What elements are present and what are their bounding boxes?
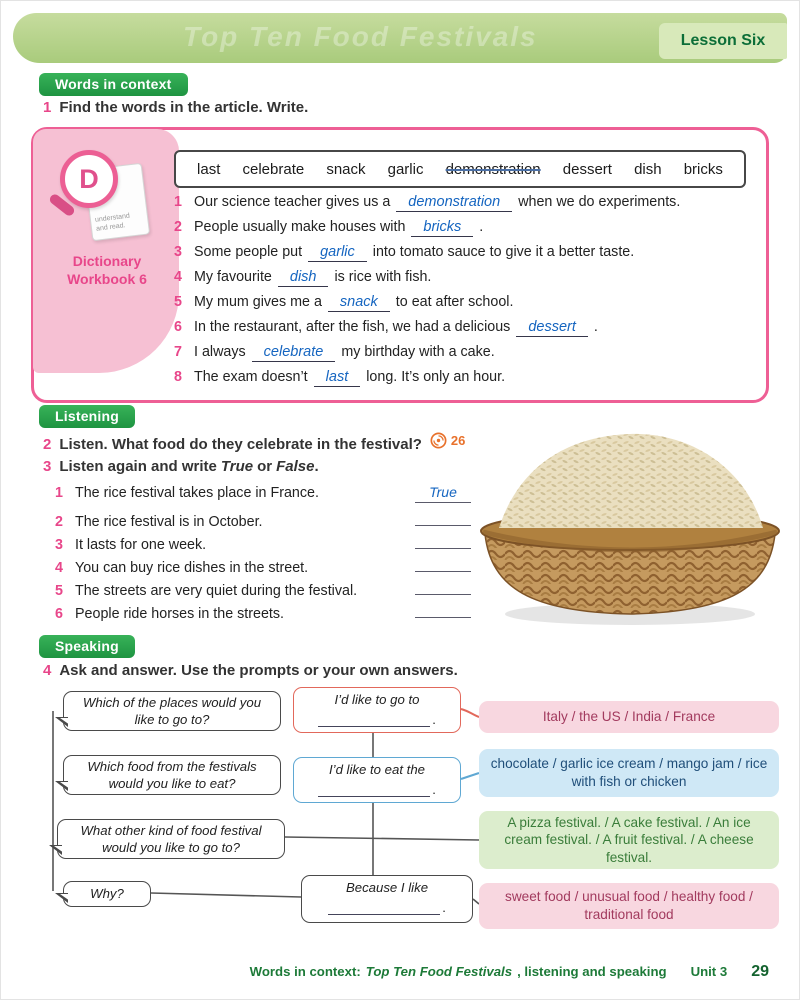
statement: It lasts for one week. — [75, 537, 207, 553]
answer-line — [415, 576, 471, 595]
written-answer: garlic — [308, 245, 367, 262]
footer-section-label: Words in context: — [249, 964, 361, 979]
true-false-item — [55, 530, 471, 553]
question-bubble-2 — [63, 755, 281, 795]
fill-in-sentence — [174, 269, 758, 294]
rice-basket-image — [469, 416, 791, 628]
exercise-1-title: Find the words in the article. Write. — [59, 99, 309, 116]
word-bank-item-crossed-out: demonstration — [445, 160, 541, 178]
fill-in-sentence — [174, 369, 758, 394]
sentence-pre: The exam doesn’t — [194, 369, 308, 385]
sentence-pre: My favourite — [194, 269, 272, 285]
word-bank — [174, 150, 746, 188]
footer-unit: Unit 3 — [690, 964, 728, 979]
written-answer: bricks — [411, 220, 473, 237]
dictionary-card-text-2: and read. — [95, 222, 126, 233]
sentence-pre: I always — [194, 344, 246, 360]
page-footer — [31, 963, 769, 981]
prompt-box-foods: chocolate / garlic ice cream / mango jam / rice with fish or chicken — [479, 749, 779, 797]
footer-description: , listening and speaking — [517, 964, 667, 979]
audio-track-indicator — [430, 432, 465, 449]
audio-track-icon — [430, 432, 447, 449]
fill-in-sentence — [174, 294, 758, 319]
true-false-item — [55, 553, 471, 576]
sentence-post: long. It’s only an hour. — [366, 369, 506, 385]
statement: The rice festival takes place in France. — [75, 485, 319, 501]
exercise-3-number: 3 — [43, 458, 52, 475]
answer-prompt: I’d like to eat the — [328, 762, 426, 777]
word-true: True — [220, 458, 254, 475]
sentence-post: my birthday with a cake. — [341, 344, 495, 360]
badge-words-in-context: Words in context — [39, 73, 188, 96]
fill-in-sentences — [174, 194, 758, 394]
exercise-4-heading — [43, 662, 458, 679]
question-text: Which of the places would you like to go to? — [82, 694, 262, 727]
exercise-2-heading — [43, 432, 465, 453]
question-text: What other kind of food festival would you like to go to? — [80, 822, 262, 855]
magnifier-lens-icon — [60, 150, 118, 208]
fill-in-sentence — [174, 194, 758, 219]
footer-article-title: Top Ten Food Festivals — [365, 964, 513, 979]
question-bubble-3 — [57, 819, 285, 859]
dictionary-label-line1: Dictionary — [72, 253, 142, 269]
statement: People ride horses in the streets. — [75, 606, 285, 622]
exercise-4-title: Ask and answer. Use the prompts or your own answers. — [59, 662, 458, 679]
dictionary-card-text-1: understand — [94, 212, 131, 224]
item-number: 3 — [55, 537, 63, 553]
true-false-item — [55, 484, 471, 507]
true-false-item — [55, 507, 471, 530]
answer-line — [415, 599, 471, 618]
word-bank-item: last — [197, 160, 221, 178]
item-number: 1 — [55, 485, 63, 501]
write-in-line — [318, 715, 430, 727]
sentence-pre: Some people put — [194, 244, 303, 260]
speaking-diagram — [1, 685, 800, 949]
sentence-post: is rice with fish. — [334, 269, 432, 285]
dictionary-label — [34, 252, 180, 288]
true-false-item — [55, 576, 471, 599]
true-false-item — [55, 599, 471, 622]
statement: You can buy rice dishes in the street. — [75, 560, 309, 576]
sentence-pre: People usually make houses with — [194, 219, 406, 235]
fill-in-sentence — [174, 344, 758, 369]
word-false: False — [276, 458, 315, 475]
punctuation: . — [432, 712, 436, 727]
dictionary-magnifier-icon — [60, 152, 156, 252]
write-in-line — [318, 785, 430, 797]
written-answer: dessert — [516, 320, 588, 337]
badge-listening: Listening — [39, 405, 135, 428]
item-number: 6 — [55, 606, 63, 622]
answer-prompt: I’d like to go to — [334, 692, 420, 707]
exercise-1-number: 1 — [43, 99, 52, 116]
sentence-post: to eat after school. — [395, 294, 514, 310]
word-bank-item: garlic — [387, 160, 424, 178]
word-bank-item: bricks — [683, 160, 723, 178]
word-bank-item: dessert — [562, 160, 612, 178]
exercise-3-heading — [43, 458, 319, 475]
written-answer: snack — [328, 295, 390, 312]
question-text: Which food from the festivals would you like to eat? — [87, 758, 257, 791]
answer-line — [415, 507, 471, 526]
prompt-box-festivals: A pizza festival. / A cake festival. / An ice cream festival. / A fruit festival. / A cheese festival. — [479, 811, 779, 869]
fill-in-sentence — [174, 244, 758, 269]
answer-bubble-3 — [301, 875, 473, 923]
item-number: 8 — [174, 369, 182, 385]
written-answer: dish — [278, 270, 329, 287]
punctuation: . — [442, 900, 446, 915]
fill-in-sentence — [174, 319, 758, 344]
exercise-1-heading — [43, 99, 308, 116]
true-false-list — [55, 484, 471, 622]
sentence-pre: In the restaurant, after the fish, we had a delicious — [194, 319, 511, 335]
sentence-post: into tomato sauce to give it a better taste. — [372, 244, 635, 260]
exercise-3-title-pre: Listen again and write — [59, 458, 217, 475]
item-number: 4 — [174, 269, 182, 285]
sentence-post: . — [593, 319, 598, 335]
written-answer: last — [314, 370, 361, 387]
write-in-line — [328, 903, 440, 915]
exercise-2-title: Listen. What food do they celebrate in the festival? — [59, 436, 422, 453]
answer-prompt: Because I like — [345, 880, 429, 895]
dictionary-label-line2: Workbook 6 — [67, 271, 147, 288]
item-number: 2 — [174, 219, 182, 235]
track-number: 26 — [450, 433, 466, 448]
badge-speaking: Speaking — [39, 635, 135, 658]
page-number: 29 — [751, 963, 769, 980]
item-number: 4 — [55, 560, 63, 576]
exercise-1-box — [31, 127, 769, 403]
written-answer: celebrate — [252, 345, 336, 362]
question-text: Why? — [90, 886, 124, 902]
item-number: 3 — [174, 244, 182, 260]
sentence-pre: My mum gives me a — [194, 294, 322, 310]
fill-in-sentence — [174, 219, 758, 244]
answer-line — [415, 530, 471, 549]
item-number: 1 — [174, 194, 182, 210]
lesson-tab: Lesson Six — [659, 23, 787, 59]
word-bank-item: celebrate — [242, 160, 305, 178]
item-number: 7 — [174, 344, 182, 360]
answer-line — [415, 553, 471, 572]
answer-bubble-1 — [293, 687, 461, 733]
exercise-2-number: 2 — [43, 436, 52, 453]
item-number: 5 — [55, 583, 63, 599]
punctuation: . — [432, 782, 436, 797]
exercise-3-title-end: . — [314, 458, 319, 475]
question-bubble-4 — [63, 881, 151, 907]
dictionary-letter: D — [79, 163, 99, 194]
prompt-box-places: Italy / the US / India / France — [479, 701, 779, 733]
word-bank-item: dish — [634, 160, 662, 178]
exercise-4-number: 4 — [43, 662, 52, 679]
item-number: 6 — [174, 319, 182, 335]
prompt-box-reasons: sweet food / unusual food / healthy food / traditional food — [479, 883, 779, 929]
answer-line: True — [415, 484, 471, 503]
question-bubble-1 — [63, 691, 281, 731]
word-or: or — [257, 458, 273, 475]
item-number: 5 — [174, 294, 182, 310]
sentence-pre: Our science teacher gives us a — [194, 194, 391, 210]
word-bank-item: snack — [326, 160, 366, 178]
band-ghost-title: Top Ten Food Festivals — [183, 21, 538, 52]
statement: The streets are very quiet during the festival. — [75, 583, 358, 599]
statement: The rice festival is in October. — [75, 514, 263, 530]
sentence-post: . — [479, 219, 484, 235]
sentence-post: when we do experiments. — [518, 194, 681, 210]
written-answer: demonstration — [396, 195, 512, 212]
answer-bubble-2 — [293, 757, 461, 803]
item-number: 2 — [55, 514, 63, 530]
